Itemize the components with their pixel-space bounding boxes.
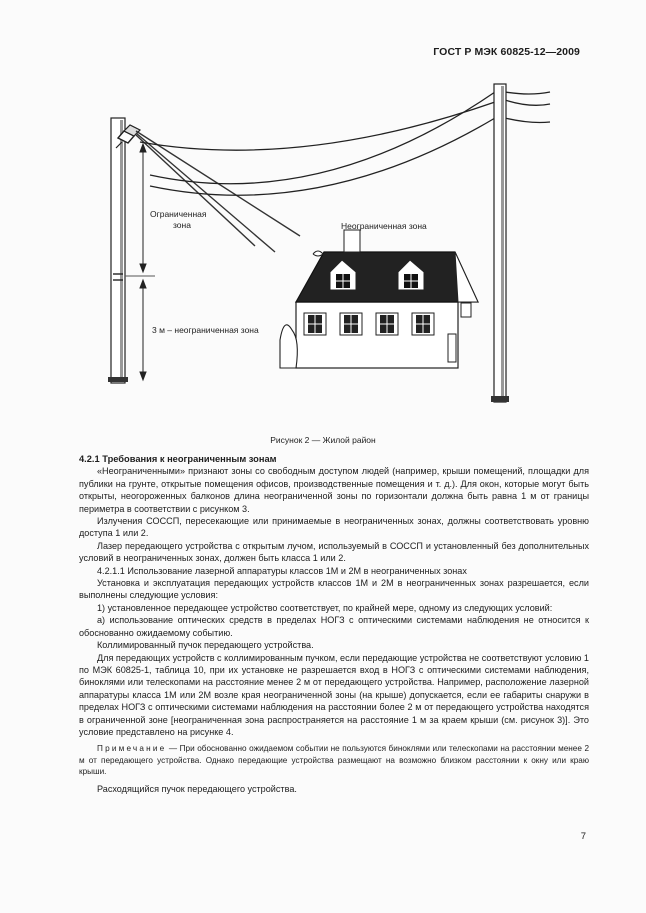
- note-label: Примечание: [97, 744, 167, 754]
- document-header: ГОСТ Р МЭК 60825-12—2009: [433, 46, 580, 58]
- three-meter-zone-label: 3 м – неограниченная зона: [152, 325, 259, 335]
- restricted-zone-label-line2: зона: [173, 220, 191, 230]
- figure-caption: Рисунок 2 — Жилой район: [270, 435, 376, 445]
- paragraph-2: Излучения СОССП, пересекающие или принимаемые в неограниченных зонах, должны соответствовать уровню доступа 1 или 2.: [79, 516, 589, 539]
- paragraph-4: 4.2.1.1 Использование лазерной аппаратуры классов 1М и 2М в неограниченных зонах: [97, 565, 467, 576]
- left-pole: [108, 118, 128, 383]
- paragraph-7: а) использование оптических средств в пределах НОГЗ с оптическими системами наблюдения не относится к обоснованно ожидаемому событию.: [79, 615, 589, 638]
- paragraph-8: Коллимированный пучок передающего устройства.: [97, 640, 314, 651]
- body-text: [79, 453, 589, 795]
- note-text: — При обоснованно ожидаемом событии не пользуются биноклями или телескопами на расстоянии менее 2 м от передающего устройства. Однако передающие устройства размещают на возможно близком расстоянии к окну или краю крыши.: [79, 744, 589, 777]
- dimension-markers: [125, 144, 155, 380]
- right-pole: [491, 84, 509, 402]
- paragraph-3: Лазер передающего устройства с открытым лучом, используемый в СОССП и установленный без дополнительных условий в неограниченных зонах, должен быть класса 1 или 2.: [79, 540, 589, 564]
- paragraph-10: Расходящийся пучок передающего устройства.: [97, 783, 297, 794]
- paragraph-9: Для передающих устройств с коллимированным пучком, если передающие устройства не соответствуют условию 1 по МЭК 60825-1, таблица 10, при их установке не разрешается вход в НОГЗ с оптическими системами наблюдения, биноклями или телескопами на расстояние менее 2 м от передающего устройства. Например, расположение лазерной аппаратуры класса 1М или 2М возле края неограниченной зоны (на крыше) допускается, если ее габариты снаружи в пределах НОГЗ с оптическими системами наблюдения на расстоянии более 2 м от передающего устройства находятся в ограниченной зоне [неограниченная зона распространяется на расстояние 1 м за краем крыши (см. рисунок 3)]. Это условие представлено на рисунке 4.: [79, 652, 589, 737]
- residential-area-illustration: [0, 0, 646, 430]
- shrub: [280, 325, 297, 368]
- section-title: 4.2.1 Требования к неограниченным зонам: [79, 454, 277, 464]
- unrestricted-zone-label: Неограниченная зона: [341, 221, 427, 231]
- restricted-zone-label-line1: Ограниченная: [150, 209, 207, 219]
- paragraph-1: «Неограниченными» признают зоны со свободным доступом людей (например, крыши помещений, площадки для публики на грунте, открытые помещения офисов, производственные помещения и т. д.). Для окон, которые могут быть открыты, неогороженных балконов длина неограниченной зоны по горизонтали должна быть равна 1 м от границы периметра в соответствии с рисунком 3.: [79, 466, 589, 514]
- figure-residential-area: [0, 0, 646, 430]
- paragraph-5: Установка и эксплуатация передающих устройств классов 1М и 2М в неограниченных зонах разрешается, если выполнены следующие условия:: [79, 578, 589, 601]
- overhead-wires: [140, 92, 550, 195]
- house: [296, 230, 478, 368]
- note: [79, 743, 589, 778]
- page-number: 7: [580, 831, 586, 842]
- paragraph-6: 1) установленное передающее устройство соответствует, по крайней мере, одному из следующих условий:: [97, 602, 553, 613]
